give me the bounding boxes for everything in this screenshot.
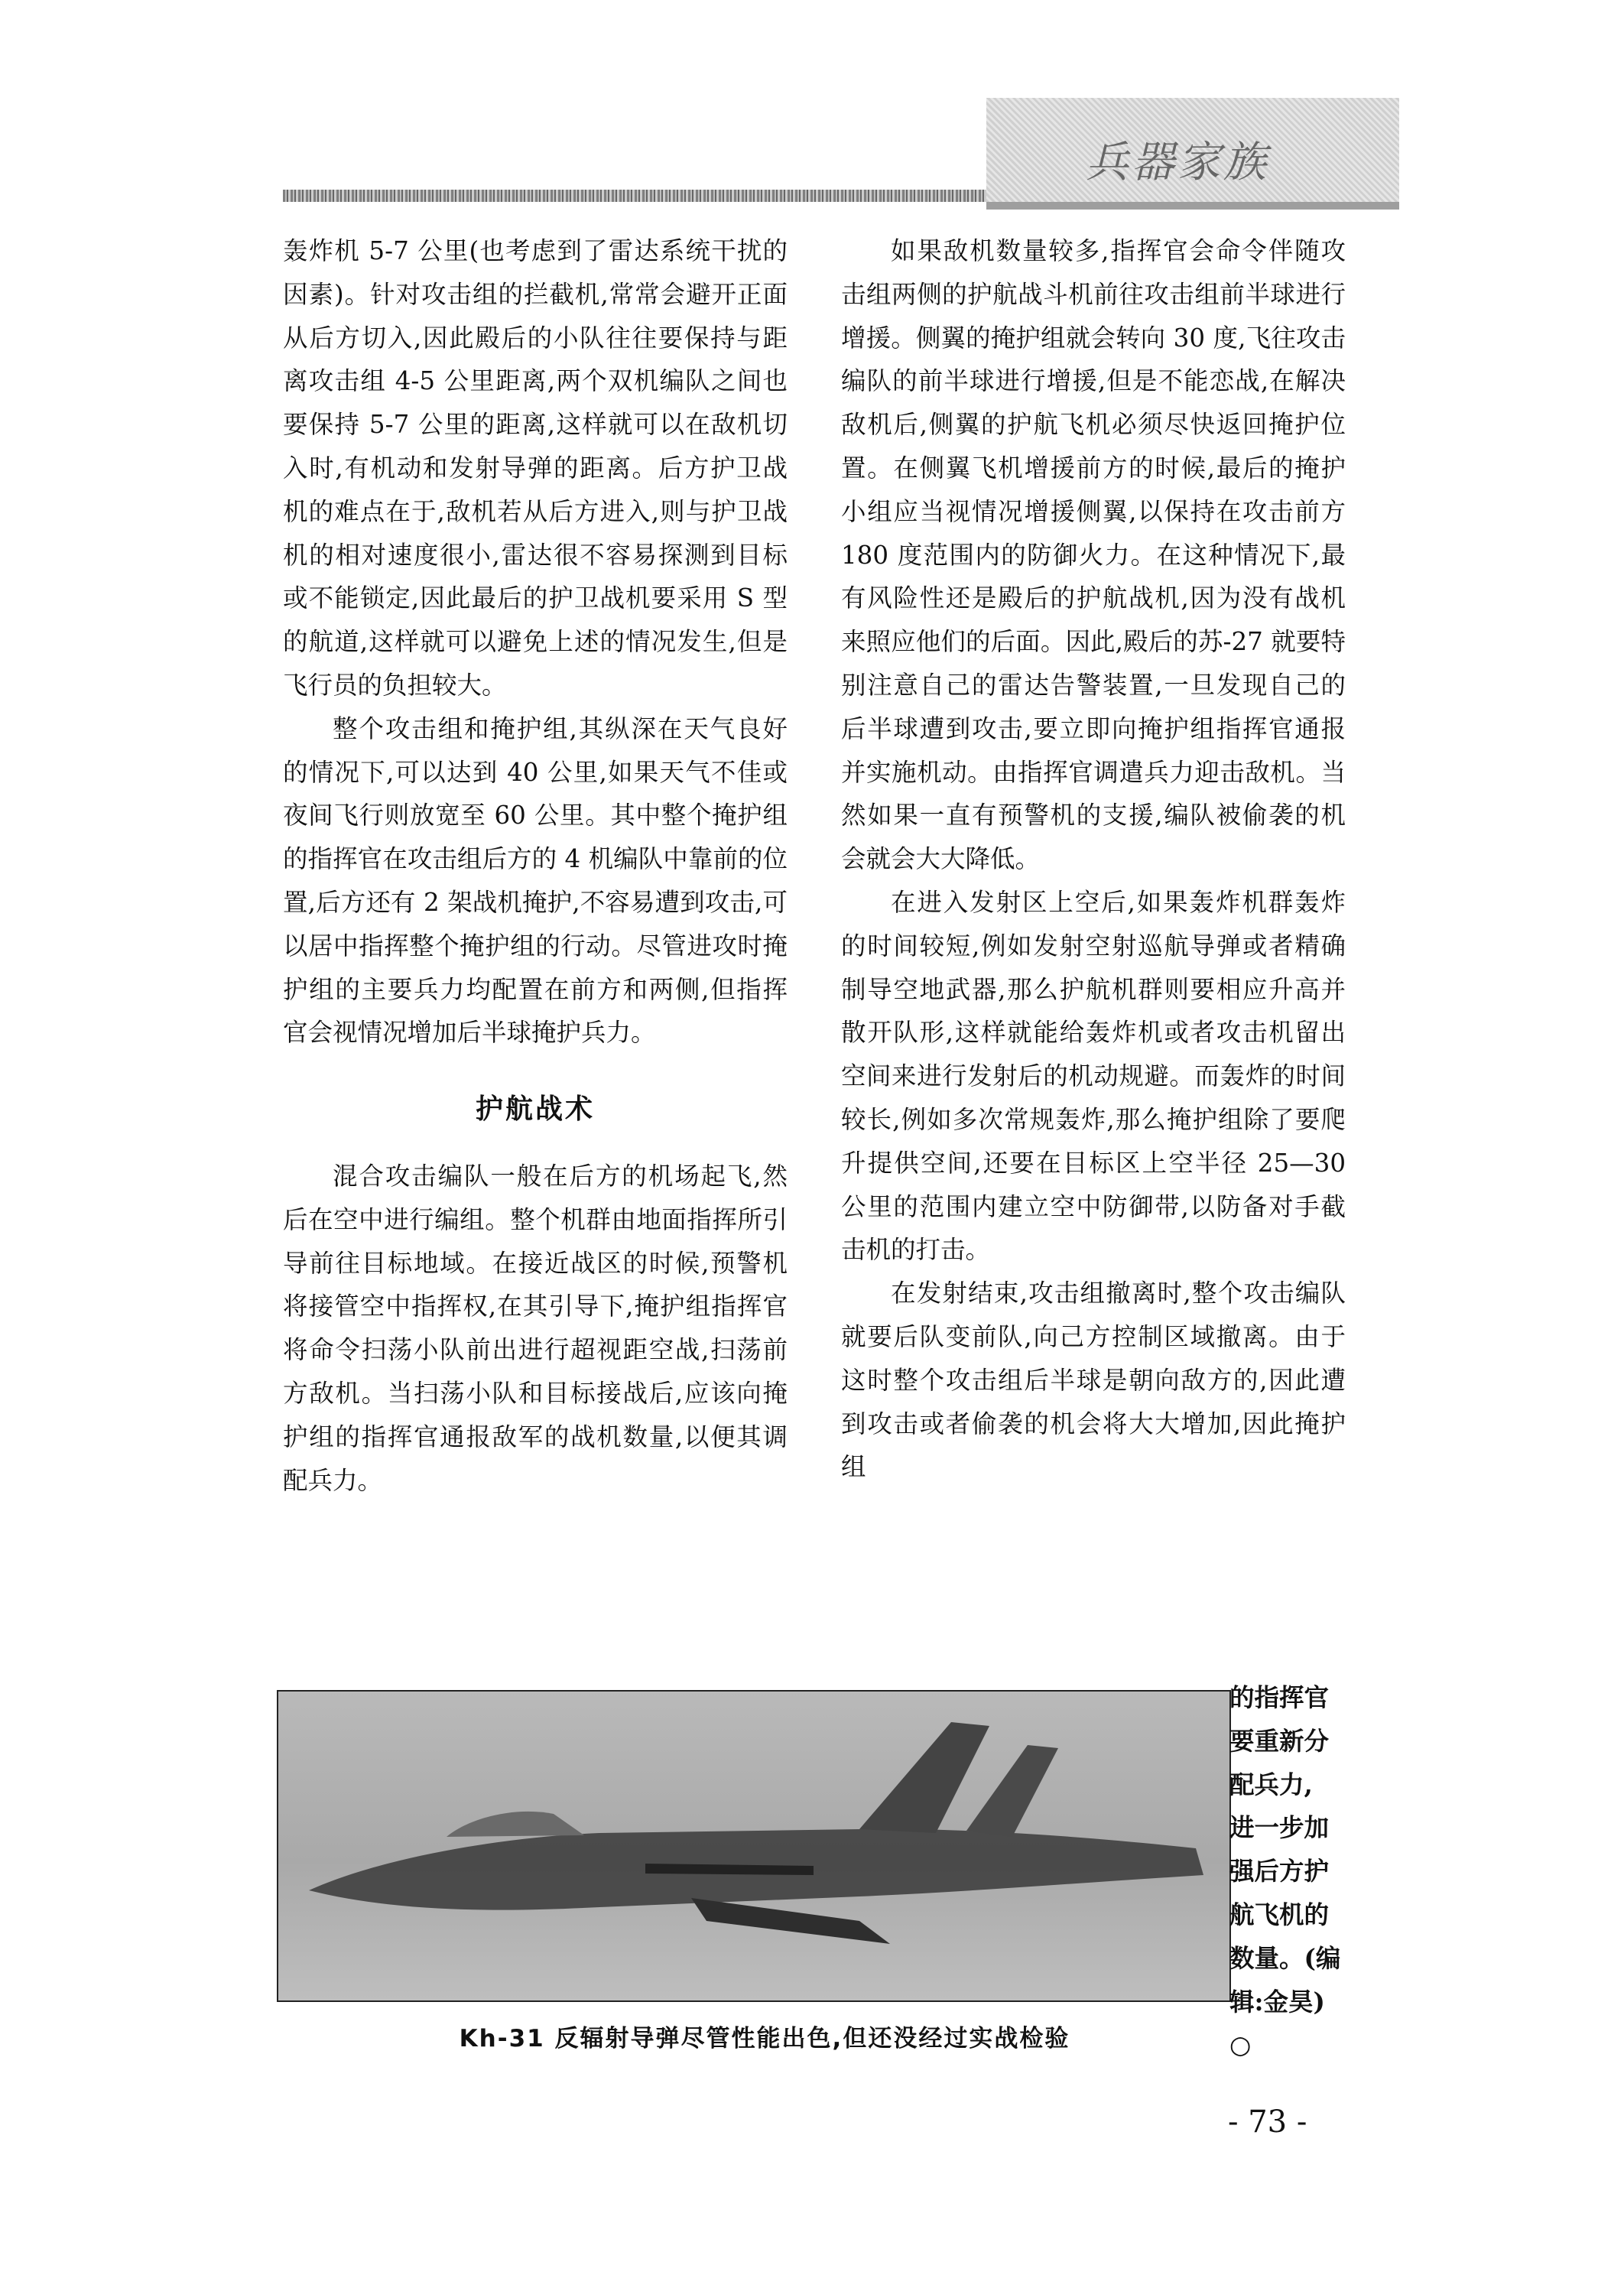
left-paragraph-3: 混合攻击编队一般在后方的机场起飞,然后在空中进行编组。整个机群由地面指挥所引导前往目标地域。在接近战区的时候,预警机将接管空中指挥权,在其引导下,掩护组指挥官将命令扫荡小队前出进行超视距空战,扫荡前方敌机。当扫荡小队和目标接战后,应该向掩护组的指挥官通报敌军的战机数量,以便其调配兵力。	[283, 1161, 788, 1495]
figure-caption: Kh-31 反辐射导弹尽管性能出色,但还没经过实战检验	[459, 2025, 1070, 2052]
right-paragraph-2: 在进入发射区上空后,如果轰炸机群轰炸的时间较短,例如发射空射巡航导弹或者精确制导空地武器,那么护航机群则要相应升高并散开队形,这样就能给轰炸机或者攻击机留出空间来进行发射后的机动规避。而轰炸的时间较长,例如多次常规轰炸,那么掩护组除了要爬升提供空间,还要在目标区上空半径 25—30 公里的范围内建立空中防御带,以防备对手截击机的打击。	[841, 887, 1346, 1265]
page-number: - 73 -	[1228, 2104, 1307, 2140]
wrap-text: 的指挥官 要重新分 配兵力, 进一步加 强后方护 航飞机的 数量。(编 辑:金昊) ○	[1229, 1682, 1341, 2060]
left-paragraph-2: 整个攻击组和掩护组,其纵深在天气良好的情况下,可以达到 40 公里,如果天气不佳或夜间飞行则放宽至 60 公里。其中整个掩护组的指挥官在攻击组后方的 4 机编队中靠前的位置,后方还有 2 架战机掩护,不容易遭到攻击,可以居中指挥整个掩护组的行动。尽管进攻时掩护组的主要兵力均配置在前方和两侧,但指挥官会视情况增加后半球掩护兵力。	[283, 713, 788, 1048]
section-title: 兵器家族	[1086, 138, 1269, 187]
header-rule	[283, 190, 986, 202]
fighter-jet-photo	[277, 1690, 1231, 2002]
jet-illustration	[278, 1692, 1229, 2000]
section-header-tab	[986, 98, 1399, 210]
left-column	[283, 229, 788, 1502]
right-paragraph-1: 如果敌机数量较多,指挥官会命令伴随攻击组两侧的护航战斗机前往攻击组前半球进行增援。侧翼的掩护组就会转向 30 度,飞往攻击编队的前半球进行增援,但是不能恋战,在解决敌机后,侧翼的护航飞机必须尽快返回掩护位置。在侧翼飞机增援前方的时候,最后的掩护小组应当视情况增援侧翼,以保持在攻击前方 180 度范围内的防御火力。在这种情况下,最有风险性还是殿后的护航战机,因为没有战机来照应他们的后面。因此,殿后的苏-27 就要特别注意自己的雷达告警装置,一旦发现自己的后半球遭到攻击,要立即向掩护组指挥官通报并实施机动。由指挥官调遣兵力迎击敌机。当然如果一直有预警机的支援,编队被偷袭的机会就会大大降低。	[841, 236, 1346, 874]
right-column	[841, 229, 1346, 1489]
section-heading: 护航战术	[475, 1094, 595, 1126]
wrap-column	[1229, 1676, 1346, 2067]
right-paragraph-3: 在发射结束,攻击组撤离时,整个攻击编队就要后队变前队,向己方控制区域撤离。由于这时整个攻击组后半球是朝向敌方的,因此遭到攻击或者偷袭的机会将大大增加,因此掩护组	[841, 1279, 1346, 1482]
left-paragraph-1: 轰炸机 5-7 公里(也考虑到了雷达系统干扰的因素)。针对攻击组的拦截机,常常会避开正面从后方切入,因此殿后的小队往往要保持与距离攻击组 4-5 公里距离,两个双机编队之间也要保持 5-7 公里的距离,这样就可以在敌机切入时,有机动和发射导弹的距离。后方护卫战机的难点在于,敌机若从后方进入,则与护卫战机的相对速度很小,雷达很不容易探测到目标或不能锁定,因此最后的护卫战机要采用 S 型的航道,这样就可以避免上述的情况发生,但是飞行员的负担较大。	[283, 236, 788, 700]
